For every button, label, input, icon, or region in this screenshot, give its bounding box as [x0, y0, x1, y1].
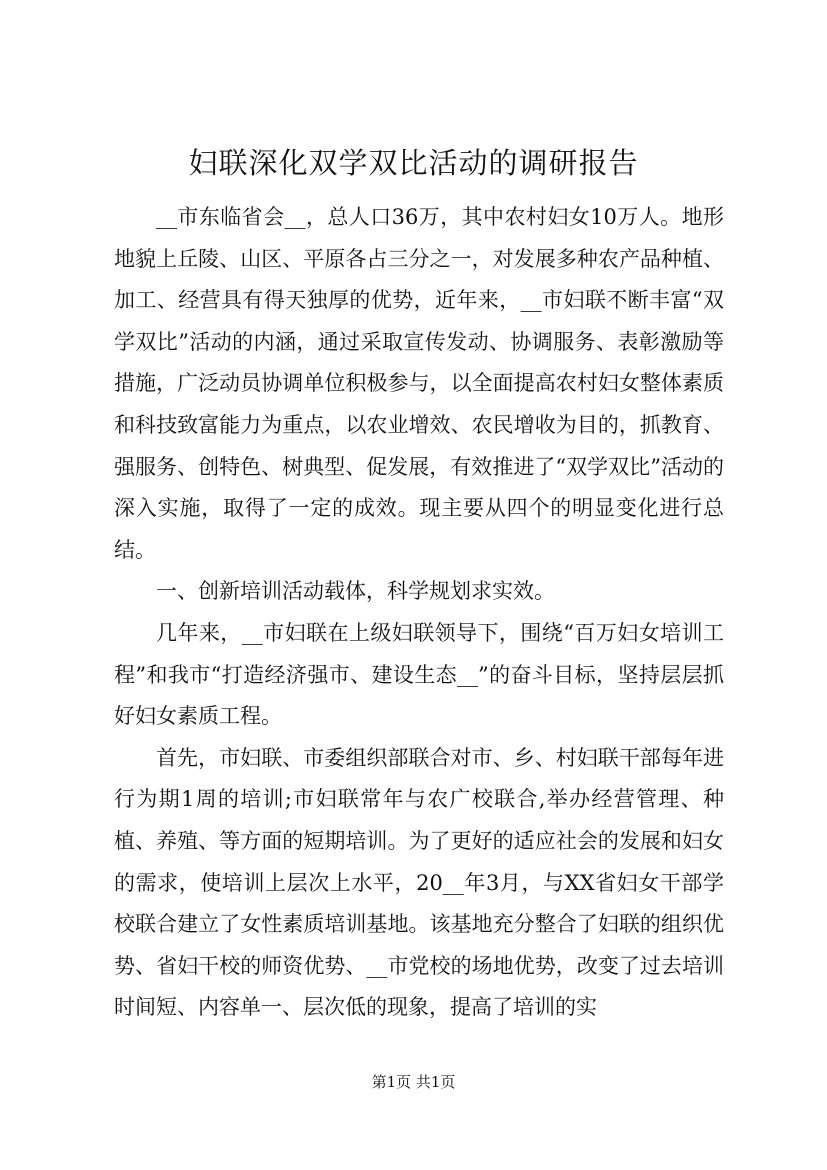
- page-footer: 第1页 共1页: [371, 1073, 456, 1091]
- paragraph-first-measure: 首先，市妇联、市委组织部联合对市、乡、村妇联干部每年进行为期1周的培训;市妇联常年与农广校联合,举办经营管理、种植、养殖、等方面的短期培训。为了更好的适应社会的发展和妇女的需求，使培训上层次上水平，20__年3月，与XX省妇女干部学校联合建立了女性素质培训基地。该基地充分整合了妇联的组织优势、省妇干校的师资优势、__市党校的场地优势，改变了过去培训时间短、内容单一、层次低的现象，提高了培训的实: [114, 745, 724, 1020]
- document-body: [114, 197, 724, 1029]
- document-title: 妇联深化双学双比活动的调研报告: [188, 146, 639, 180]
- paragraph-background: 几年来，__市妇联在上级妇联领导下，围绕“百万妇女培训工程”和我市“打造经济强市、建设生态__”的奋斗目标，坚持层层抓好妇女素质工程。: [114, 620, 724, 729]
- paragraph-intro: __市东临省会__，总人口36万，其中农村妇女10万人。地形地貌上丘陵、山区、平原各占三分之一，对发展多种农产品种植、加工、经营具有得天独厚的优势，近年来，__市妇联不断丰富“双学双比”活动的内涵，通过采取宣传发动、协调服务、表彰激励等措施，广泛动员协调单位积极参与，以全面提高农村妇女整体素质和科技致富能力为重点，以农业增效、农民增收为目的，抓教育、强服务、创特色、树典型、促发展，有效推进了“双学双比”活动的深入实施，取得了一定的成效。现主要从四个的明显变化进行总结。: [114, 205, 724, 562]
- section-heading-1: 一、创新培训活动载体，科学规划求实效。: [156, 579, 555, 604]
